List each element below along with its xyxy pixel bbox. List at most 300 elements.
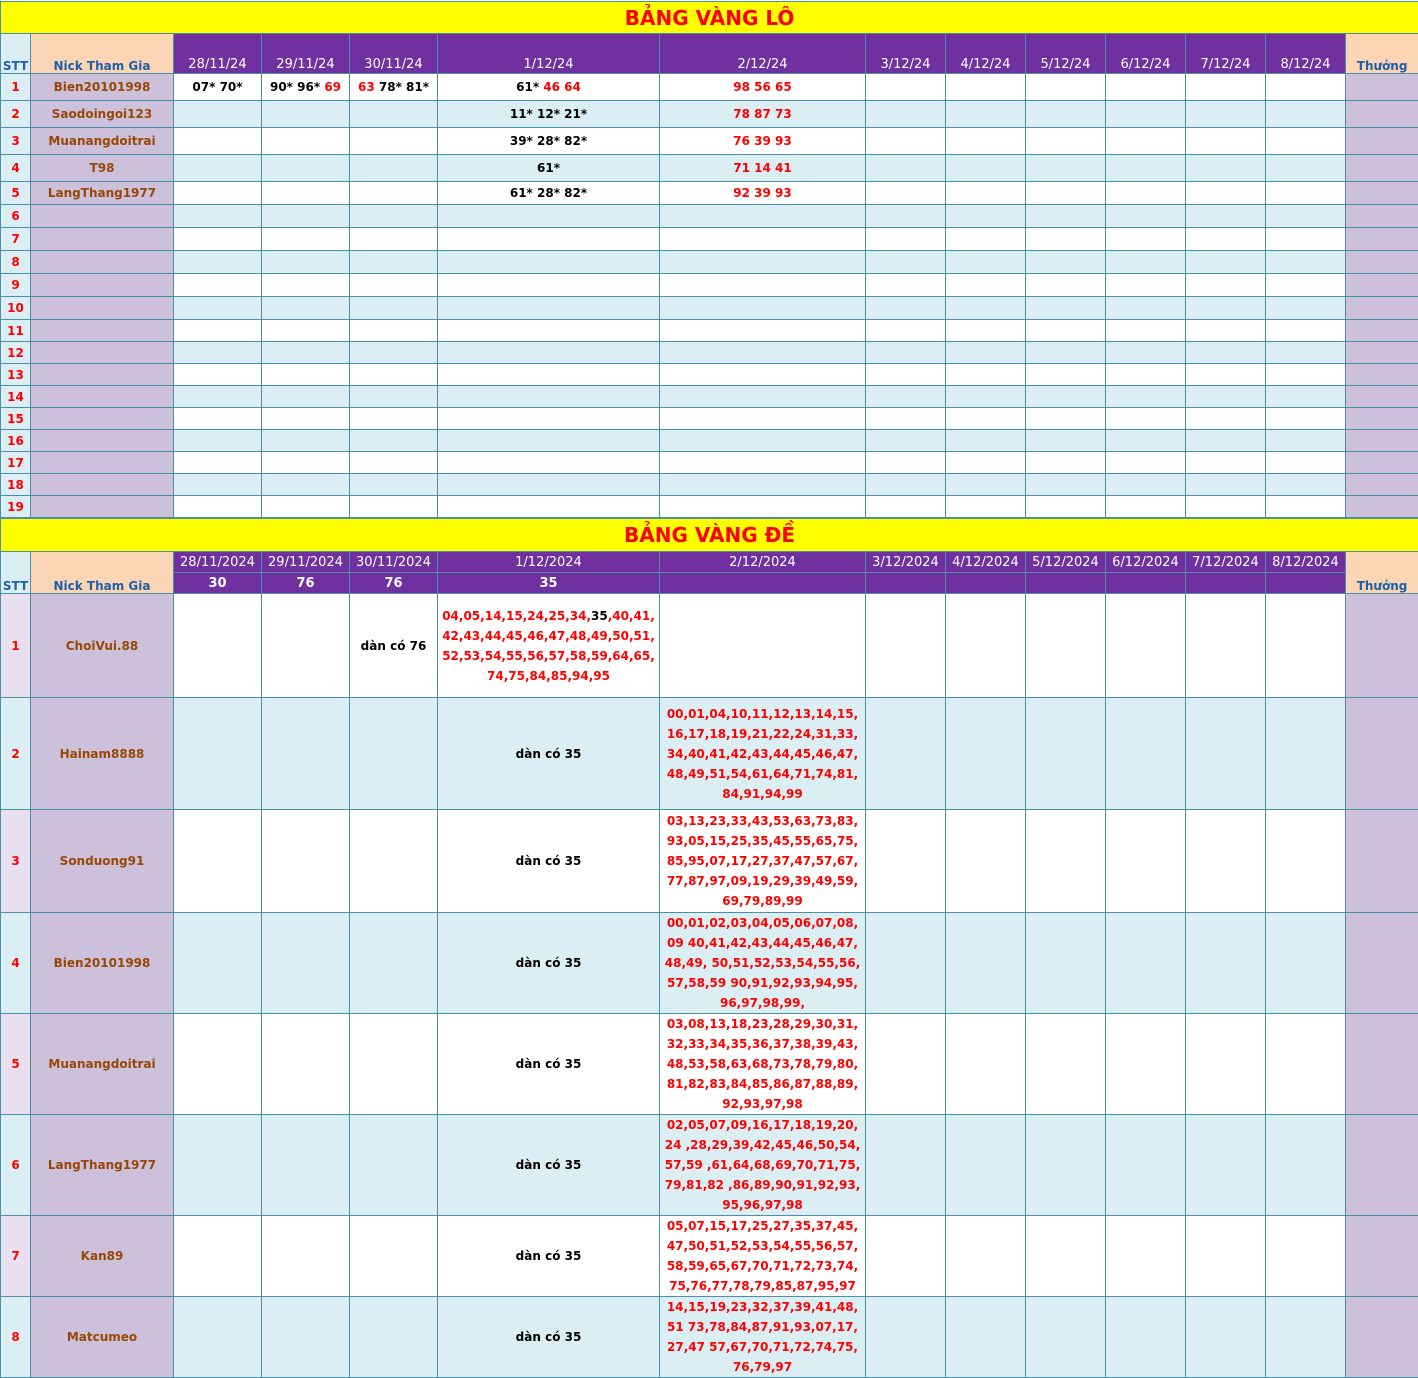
lo-cell[interactable] (350, 320, 438, 342)
de-cell[interactable] (866, 913, 946, 1014)
lo-cell[interactable] (438, 320, 660, 342)
lo-cell[interactable] (1266, 297, 1346, 320)
de-cell[interactable] (946, 594, 1026, 698)
lo-cell[interactable] (660, 205, 866, 228)
de-cell[interactable] (866, 594, 946, 698)
lo-cell[interactable] (946, 452, 1026, 474)
de-cell[interactable] (1186, 810, 1266, 913)
de-cell[interactable] (262, 1115, 350, 1216)
reward-cell[interactable] (1346, 297, 1418, 320)
lo-cell[interactable] (174, 182, 262, 205)
reward-cell[interactable] (1346, 182, 1418, 205)
de-cell[interactable] (350, 698, 438, 810)
de-cell[interactable] (438, 1216, 660, 1297)
de-cell[interactable] (946, 698, 1026, 810)
lo-cell[interactable] (438, 452, 660, 474)
lo-cell[interactable] (866, 74, 946, 101)
lo-cell[interactable] (174, 274, 262, 297)
lo-cell[interactable] (262, 182, 350, 205)
reward-cell[interactable] (1346, 594, 1418, 698)
de-cell[interactable] (1266, 1216, 1346, 1297)
de-cell[interactable] (438, 698, 660, 810)
de-cell[interactable] (350, 594, 438, 698)
de-cell[interactable] (1186, 698, 1266, 810)
de-cell[interactable] (174, 1216, 262, 1297)
lo-cell[interactable] (660, 320, 866, 342)
de-cell[interactable] (174, 1115, 262, 1216)
lo-cell[interactable] (262, 74, 350, 101)
reward-cell[interactable] (1346, 698, 1418, 810)
lo-cell[interactable] (262, 155, 350, 182)
lo-cell[interactable] (438, 364, 660, 386)
de-cell[interactable] (438, 913, 660, 1014)
lo-cell[interactable] (1026, 364, 1106, 386)
reward-cell[interactable] (1346, 810, 1418, 913)
lo-cell[interactable] (438, 274, 660, 297)
de-cell[interactable] (1026, 594, 1106, 698)
lo-cell[interactable] (1106, 251, 1186, 274)
de-cell[interactable] (262, 1216, 350, 1297)
lo-cell[interactable] (660, 474, 866, 496)
lo-cell[interactable] (350, 251, 438, 274)
lo-cell[interactable] (350, 101, 438, 128)
lo-cell[interactable] (1106, 452, 1186, 474)
lo-cell[interactable] (1026, 74, 1106, 101)
lo-cell[interactable] (1266, 408, 1346, 430)
de-cell[interactable] (438, 810, 660, 913)
lo-cell[interactable] (350, 342, 438, 364)
lo-cell[interactable] (1026, 228, 1106, 251)
lo-cell[interactable] (438, 386, 660, 408)
lo-cell[interactable] (174, 228, 262, 251)
lo-cell[interactable] (1026, 452, 1106, 474)
de-cell[interactable] (866, 810, 946, 913)
de-cell[interactable] (438, 594, 660, 698)
lo-cell[interactable] (438, 430, 660, 452)
lo-cell[interactable] (946, 228, 1026, 251)
reward-cell[interactable] (1346, 274, 1418, 297)
lo-cell[interactable] (438, 251, 660, 274)
reward-cell[interactable] (1346, 913, 1418, 1014)
lo-cell[interactable] (866, 155, 946, 182)
de-cell[interactable] (1266, 913, 1346, 1014)
lo-cell[interactable] (946, 101, 1026, 128)
reward-cell[interactable] (1346, 228, 1418, 251)
lo-cell[interactable] (174, 128, 262, 155)
de-cell[interactable] (350, 1115, 438, 1216)
lo-cell[interactable] (866, 364, 946, 386)
de-cell[interactable] (262, 594, 350, 698)
lo-cell[interactable] (350, 182, 438, 205)
reward-cell[interactable] (1346, 452, 1418, 474)
reward-cell[interactable] (1346, 408, 1418, 430)
lo-cell[interactable] (660, 430, 866, 452)
lo-cell[interactable] (350, 297, 438, 320)
de-cell[interactable] (438, 1014, 660, 1115)
lo-cell[interactable] (1186, 496, 1266, 518)
lo-cell[interactable] (1266, 182, 1346, 205)
lo-cell[interactable] (1186, 251, 1266, 274)
lo-cell[interactable] (350, 205, 438, 228)
lo-cell[interactable] (1026, 297, 1106, 320)
lo-cell[interactable] (1106, 364, 1186, 386)
lo-cell[interactable] (866, 205, 946, 228)
lo-cell[interactable] (262, 274, 350, 297)
lo-cell[interactable] (866, 251, 946, 274)
lo-cell[interactable] (866, 452, 946, 474)
lo-cell[interactable] (262, 386, 350, 408)
de-cell[interactable] (174, 698, 262, 810)
lo-cell[interactable] (1026, 320, 1106, 342)
lo-cell[interactable] (660, 364, 866, 386)
lo-cell[interactable] (1026, 205, 1106, 228)
lo-cell[interactable] (1106, 474, 1186, 496)
lo-cell[interactable] (262, 408, 350, 430)
de-cell[interactable] (1026, 1115, 1106, 1216)
reward-cell[interactable] (1346, 474, 1418, 496)
lo-cell[interactable] (350, 228, 438, 251)
lo-cell[interactable] (1266, 496, 1346, 518)
de-cell[interactable] (1186, 1297, 1266, 1378)
lo-cell[interactable] (438, 342, 660, 364)
de-cell[interactable] (660, 594, 866, 698)
lo-cell[interactable] (1106, 408, 1186, 430)
lo-cell[interactable] (262, 251, 350, 274)
de-cell[interactable] (350, 810, 438, 913)
lo-cell[interactable] (1026, 251, 1106, 274)
lo-cell[interactable] (660, 228, 866, 251)
lo-cell[interactable] (946, 408, 1026, 430)
de-cell[interactable] (660, 913, 866, 1014)
lo-cell[interactable] (1106, 128, 1186, 155)
lo-cell[interactable] (1266, 205, 1346, 228)
lo-cell[interactable] (1186, 155, 1266, 182)
lo-cell[interactable] (660, 182, 866, 205)
de-cell[interactable] (1026, 1014, 1106, 1115)
lo-cell[interactable] (174, 101, 262, 128)
lo-cell[interactable] (174, 474, 262, 496)
de-cell[interactable] (1106, 810, 1186, 913)
reward-cell[interactable] (1346, 320, 1418, 342)
lo-cell[interactable] (1266, 155, 1346, 182)
lo-cell[interactable] (262, 430, 350, 452)
lo-cell[interactable] (1186, 320, 1266, 342)
lo-cell[interactable] (866, 430, 946, 452)
lo-cell[interactable] (1266, 128, 1346, 155)
de-cell[interactable] (1106, 594, 1186, 698)
lo-cell[interactable] (866, 408, 946, 430)
lo-cell[interactable] (1026, 274, 1106, 297)
lo-cell[interactable] (866, 228, 946, 251)
lo-cell[interactable] (1266, 274, 1346, 297)
lo-cell[interactable] (660, 452, 866, 474)
lo-cell[interactable] (866, 320, 946, 342)
lo-cell[interactable] (660, 496, 866, 518)
de-cell[interactable] (946, 810, 1026, 913)
lo-cell[interactable] (1266, 364, 1346, 386)
de-cell[interactable] (1186, 1115, 1266, 1216)
de-cell[interactable] (1026, 698, 1106, 810)
lo-cell[interactable] (350, 274, 438, 297)
lo-cell[interactable] (866, 386, 946, 408)
de-cell[interactable] (1266, 810, 1346, 913)
lo-cell[interactable] (866, 342, 946, 364)
lo-cell[interactable] (174, 297, 262, 320)
lo-cell[interactable] (1186, 101, 1266, 128)
lo-cell[interactable] (660, 274, 866, 297)
reward-cell[interactable] (1346, 1014, 1418, 1115)
lo-cell[interactable] (866, 128, 946, 155)
lo-cell[interactable] (262, 364, 350, 386)
de-cell[interactable] (350, 1216, 438, 1297)
reward-cell[interactable] (1346, 496, 1418, 518)
lo-cell[interactable] (350, 408, 438, 430)
de-cell[interactable] (660, 1115, 866, 1216)
lo-cell[interactable] (660, 297, 866, 320)
lo-cell[interactable] (660, 155, 866, 182)
lo-cell[interactable] (262, 228, 350, 251)
lo-cell[interactable] (1266, 342, 1346, 364)
lo-cell[interactable] (1106, 182, 1186, 205)
lo-cell[interactable] (660, 342, 866, 364)
lo-cell[interactable] (1106, 496, 1186, 518)
lo-cell[interactable] (262, 342, 350, 364)
reward-cell[interactable] (1346, 364, 1418, 386)
lo-cell[interactable] (438, 228, 660, 251)
lo-cell[interactable] (262, 496, 350, 518)
de-cell[interactable] (866, 1014, 946, 1115)
de-cell[interactable] (438, 1115, 660, 1216)
reward-cell[interactable] (1346, 386, 1418, 408)
lo-cell[interactable] (946, 128, 1026, 155)
lo-cell[interactable] (350, 364, 438, 386)
lo-cell[interactable] (660, 128, 866, 155)
lo-cell[interactable] (1106, 342, 1186, 364)
lo-cell[interactable] (1266, 452, 1346, 474)
de-cell[interactable] (262, 698, 350, 810)
reward-cell[interactable] (1346, 205, 1418, 228)
de-cell[interactable] (1106, 1014, 1186, 1115)
lo-cell[interactable] (438, 474, 660, 496)
lo-cell[interactable] (660, 101, 866, 128)
lo-cell[interactable] (1106, 297, 1186, 320)
lo-cell[interactable] (438, 155, 660, 182)
lo-cell[interactable] (660, 408, 866, 430)
de-cell[interactable] (1266, 698, 1346, 810)
lo-cell[interactable] (1106, 320, 1186, 342)
lo-cell[interactable] (350, 474, 438, 496)
de-cell[interactable] (946, 1216, 1026, 1297)
de-cell[interactable] (1266, 1014, 1346, 1115)
de-cell[interactable] (174, 810, 262, 913)
lo-cell[interactable] (1266, 474, 1346, 496)
de-cell[interactable] (660, 1297, 866, 1378)
lo-cell[interactable] (438, 408, 660, 430)
lo-cell[interactable] (946, 251, 1026, 274)
lo-cell[interactable] (946, 496, 1026, 518)
de-cell[interactable] (660, 1216, 866, 1297)
reward-cell[interactable] (1346, 74, 1418, 101)
lo-cell[interactable] (350, 128, 438, 155)
reward-cell[interactable] (1346, 251, 1418, 274)
lo-cell[interactable] (866, 274, 946, 297)
lo-cell[interactable] (174, 205, 262, 228)
lo-cell[interactable] (438, 496, 660, 518)
lo-cell[interactable] (174, 364, 262, 386)
lo-cell[interactable] (866, 297, 946, 320)
de-cell[interactable] (174, 1014, 262, 1115)
de-cell[interactable] (1106, 1216, 1186, 1297)
lo-cell[interactable] (174, 342, 262, 364)
lo-cell[interactable] (1186, 274, 1266, 297)
lo-cell[interactable] (1106, 228, 1186, 251)
de-cell[interactable] (1266, 594, 1346, 698)
de-cell[interactable] (174, 594, 262, 698)
de-cell[interactable] (660, 810, 866, 913)
reward-cell[interactable] (1346, 1297, 1418, 1378)
lo-cell[interactable] (946, 364, 1026, 386)
de-cell[interactable] (1186, 1014, 1266, 1115)
de-cell[interactable] (1106, 913, 1186, 1014)
lo-cell[interactable] (350, 74, 438, 101)
de-cell[interactable] (1026, 1216, 1106, 1297)
lo-cell[interactable] (174, 386, 262, 408)
de-cell[interactable] (1186, 594, 1266, 698)
de-cell[interactable] (174, 913, 262, 1014)
de-cell[interactable] (438, 1297, 660, 1378)
de-cell[interactable] (262, 913, 350, 1014)
lo-cell[interactable] (1186, 474, 1266, 496)
lo-cell[interactable] (1266, 320, 1346, 342)
reward-cell[interactable] (1346, 101, 1418, 128)
lo-cell[interactable] (1026, 474, 1106, 496)
reward-cell[interactable] (1346, 342, 1418, 364)
lo-cell[interactable] (438, 128, 660, 155)
reward-cell[interactable] (1346, 1216, 1418, 1297)
lo-cell[interactable] (1026, 155, 1106, 182)
de-cell[interactable] (866, 1216, 946, 1297)
lo-cell[interactable] (350, 155, 438, 182)
lo-cell[interactable] (262, 297, 350, 320)
lo-cell[interactable] (1266, 251, 1346, 274)
lo-cell[interactable] (1026, 430, 1106, 452)
lo-cell[interactable] (1106, 101, 1186, 128)
lo-cell[interactable] (438, 297, 660, 320)
lo-cell[interactable] (1186, 386, 1266, 408)
lo-cell[interactable] (262, 101, 350, 128)
de-cell[interactable] (1026, 810, 1106, 913)
lo-cell[interactable] (174, 320, 262, 342)
lo-cell[interactable] (1266, 228, 1346, 251)
lo-cell[interactable] (262, 452, 350, 474)
lo-cell[interactable] (350, 496, 438, 518)
de-cell[interactable] (1106, 1115, 1186, 1216)
lo-cell[interactable] (866, 474, 946, 496)
lo-cell[interactable] (1186, 128, 1266, 155)
lo-cell[interactable] (946, 155, 1026, 182)
lo-cell[interactable] (946, 297, 1026, 320)
de-cell[interactable] (1186, 1216, 1266, 1297)
de-cell[interactable] (1106, 1297, 1186, 1378)
lo-cell[interactable] (946, 274, 1026, 297)
lo-cell[interactable] (1026, 386, 1106, 408)
de-cell[interactable] (350, 1014, 438, 1115)
reward-cell[interactable] (1346, 128, 1418, 155)
lo-cell[interactable] (174, 251, 262, 274)
lo-cell[interactable] (174, 452, 262, 474)
lo-cell[interactable] (1026, 182, 1106, 205)
reward-cell[interactable] (1346, 1115, 1418, 1216)
lo-cell[interactable] (866, 182, 946, 205)
de-cell[interactable] (174, 1297, 262, 1378)
lo-cell[interactable] (1266, 101, 1346, 128)
lo-cell[interactable] (1266, 74, 1346, 101)
lo-cell[interactable] (1106, 386, 1186, 408)
de-cell[interactable] (262, 1014, 350, 1115)
lo-cell[interactable] (1026, 408, 1106, 430)
lo-cell[interactable] (350, 386, 438, 408)
lo-cell[interactable] (438, 182, 660, 205)
lo-cell[interactable] (946, 320, 1026, 342)
de-cell[interactable] (262, 810, 350, 913)
de-cell[interactable] (866, 1297, 946, 1378)
lo-cell[interactable] (350, 430, 438, 452)
de-cell[interactable] (946, 1014, 1026, 1115)
lo-cell[interactable] (1026, 101, 1106, 128)
lo-cell[interactable] (438, 101, 660, 128)
lo-cell[interactable] (174, 155, 262, 182)
lo-cell[interactable] (1186, 452, 1266, 474)
lo-cell[interactable] (1186, 364, 1266, 386)
lo-cell[interactable] (174, 74, 262, 101)
de-cell[interactable] (946, 1115, 1026, 1216)
lo-cell[interactable] (438, 205, 660, 228)
de-cell[interactable] (946, 1297, 1026, 1378)
lo-cell[interactable] (660, 386, 866, 408)
lo-cell[interactable] (1266, 430, 1346, 452)
de-cell[interactable] (1186, 913, 1266, 1014)
reward-cell[interactable] (1346, 430, 1418, 452)
de-cell[interactable] (660, 1014, 866, 1115)
de-cell[interactable] (946, 913, 1026, 1014)
lo-cell[interactable] (1186, 297, 1266, 320)
lo-cell[interactable] (946, 386, 1026, 408)
lo-cell[interactable] (1106, 155, 1186, 182)
lo-cell[interactable] (1186, 228, 1266, 251)
lo-cell[interactable] (1186, 342, 1266, 364)
de-cell[interactable] (1266, 1297, 1346, 1378)
lo-cell[interactable] (438, 74, 660, 101)
lo-cell[interactable] (262, 205, 350, 228)
lo-cell[interactable] (866, 101, 946, 128)
lo-cell[interactable] (262, 320, 350, 342)
lo-cell[interactable] (1106, 274, 1186, 297)
lo-cell[interactable] (1186, 408, 1266, 430)
de-cell[interactable] (262, 1297, 350, 1378)
de-cell[interactable] (350, 1297, 438, 1378)
reward-cell[interactable] (1346, 155, 1418, 182)
lo-cell[interactable] (1186, 430, 1266, 452)
lo-cell[interactable] (1106, 205, 1186, 228)
lo-cell[interactable] (1026, 128, 1106, 155)
lo-cell[interactable] (174, 430, 262, 452)
lo-cell[interactable] (946, 205, 1026, 228)
lo-cell[interactable] (1186, 205, 1266, 228)
lo-cell[interactable] (660, 251, 866, 274)
lo-cell[interactable] (946, 74, 1026, 101)
lo-cell[interactable] (262, 474, 350, 496)
lo-cell[interactable] (866, 496, 946, 518)
